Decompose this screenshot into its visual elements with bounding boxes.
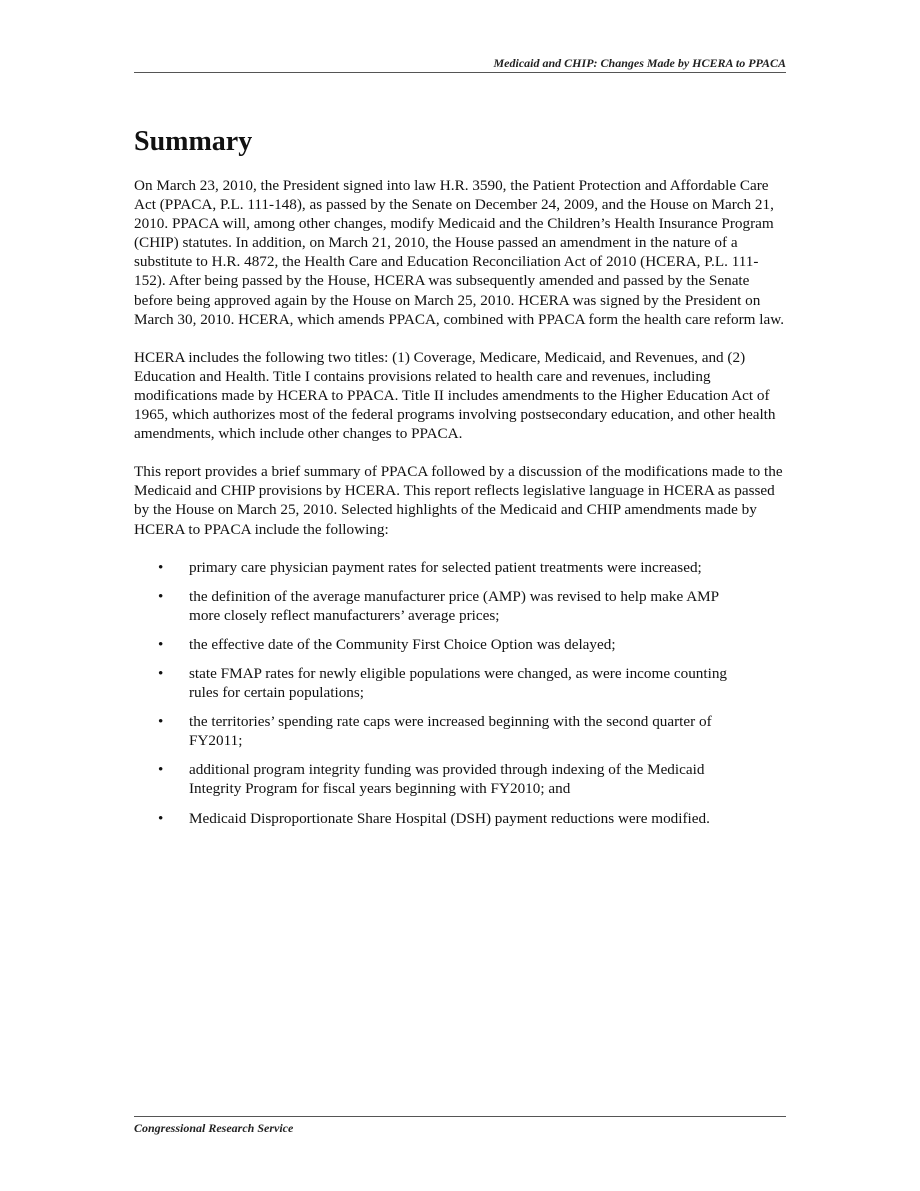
paragraph-3: This report provides a brief summary of PPACA followed by a discussion of the modifications made to the Medicaid and CHIP provisions by HCERA. This report reflects legislative language in HCERA as passed by the House on March 25, 2010. Selected highlights of the Medicaid and CHIP amendments made by HCERA to PPACA include the following: <box>134 463 783 538</box>
header-divider <box>134 72 786 73</box>
list-item <box>134 760 749 798</box>
list-item <box>134 558 749 577</box>
bullet-icon: • <box>158 713 164 731</box>
summary-body <box>134 176 786 838</box>
bullet-icon: • <box>158 664 164 682</box>
paragraph-2: HCERA includes the following two titles: (1) Coverage, Medicare, Medicaid, and Revenues, and (2) Education and Health. Title I contains provisions related to health care and revenues, including modifications made by HCERA to PPACA. Title II includes amendments to the Higher Education Act of 1965, which authorizes most of the federal programs involving postsecondary education, and other health amendments, which include other changes to PPACA. <box>134 348 776 443</box>
list-item-text: primary care physician payment rates for selected patient treatments were increased; <box>189 558 702 576</box>
footer-divider <box>134 1116 786 1117</box>
bullet-icon: • <box>158 635 164 653</box>
footer-organization: Congressional Research Service <box>134 1121 294 1135</box>
bullet-icon: • <box>158 761 164 779</box>
list-item-text: the effective date of the Community First Choice Option was delayed; <box>189 635 616 653</box>
list-item <box>134 809 749 828</box>
list-item <box>134 712 749 750</box>
list-item <box>134 587 749 625</box>
bullet-icon: • <box>158 809 164 827</box>
bullet-icon: • <box>158 558 164 576</box>
list-item-text: the territories’ spending rate caps were increased beginning with the second quarter of FY2011; <box>189 713 712 750</box>
list-item <box>134 635 749 654</box>
paragraph-1: On March 23, 2010, the President signed into law H.R. 3590, the Patient Protection and Affordable Care Act (PPACA, P.L. 111-148), as passed by the Senate on December 24, 2009, and the House on March 21, 2010. PPACA will, among other changes, modify Medicaid and the Children’s Health Insurance Program (CHIP) statutes. In addition, on March 21, 2010, the House passed an amendment in the nature of a substitute to H.R. 4872, the Health Care and Education Reconciliation Act of 2010 (HCERA, P.L. 111-152). After being passed by the House, HCERA was subsequently amended and passed by the Senate before being approved again by the House on March 25, 2010. HCERA was signed by the President on March 30, 2010. HCERA, which amends PPACA, combined with PPACA form the health care reform law. <box>134 177 785 328</box>
list-item <box>134 664 749 702</box>
list-item-text: state FMAP rates for newly eligible populations were changed, as were income counting rules for certain populations; <box>189 664 728 702</box>
list-item-text: the definition of the average manufacturer price (AMP) was revised to help make AMP more closely reflect manufacturers’ average prices; <box>189 587 719 624</box>
list-item-text: additional program integrity funding was provided through indexing of the Medicaid Integrity Program for fiscal years beginning with FY2010; and <box>189 761 705 798</box>
highlights-list <box>134 558 786 828</box>
bullet-icon: • <box>158 587 164 605</box>
running-header: Medicaid and CHIP: Changes Made by HCERA to PPACA <box>493 56 786 70</box>
page-title: Summary <box>134 126 253 157</box>
list-item-text: Medicaid Disproportionate Share Hospital (DSH) payment reductions were modified. <box>189 809 710 827</box>
